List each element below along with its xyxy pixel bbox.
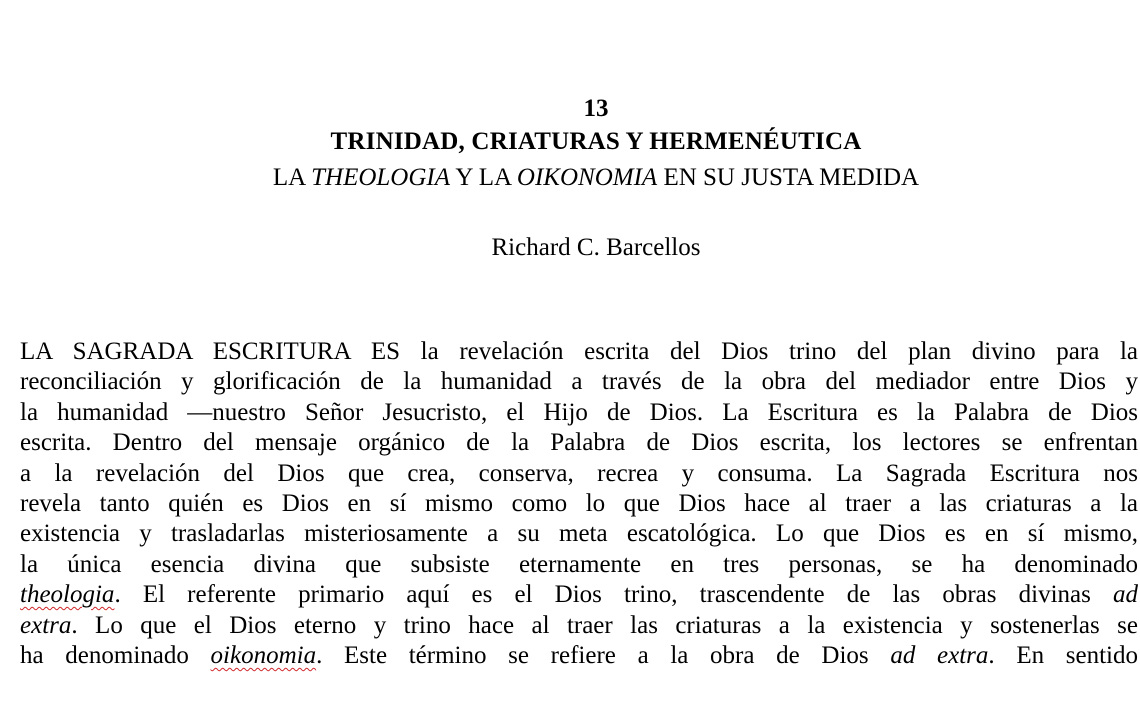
chapter-title: TRINIDAD, CRIATURAS Y HERMENÉUTICA xyxy=(330,128,862,155)
line-text: . Lo que el Dios eterno y trino hace al traer las criaturas a la existencia y sostenerlas se xyxy=(71,611,1138,639)
subtitle-text: LA xyxy=(272,164,312,191)
subtitle-italic: THEOLOGIA xyxy=(311,164,451,191)
paragraph-line: la humanidad —nuestro Señor Jesucristo, el Hijo de Dios. La Escritura es la Palabra de Dios xyxy=(20,398,1138,426)
paragraph-line: existencia y trasladarlas misteriosamente a su meta escatológica. Lo que Dios es en sí mismo, xyxy=(20,520,1138,548)
paragraph-line: escrita. Dentro del mensaje orgánico de la Palabra de Dios escrita, los lectores se enfrentan xyxy=(20,429,1138,457)
subtitle-text: EN SU JUSTA MEDIDA xyxy=(657,164,920,191)
italic-text: ad xyxy=(1113,581,1138,609)
line-text: . El referente primario aquí es el Dios trino, trascendente de las obras divinas xyxy=(114,581,1113,609)
paragraph-line: a la revelación del Dios que crea, conserva, recrea y consuma. La Sagrada Escritura nos xyxy=(20,459,1138,487)
paragraph-line xyxy=(20,580,1138,610)
paragraph-line xyxy=(20,611,1138,641)
body-paragraph xyxy=(20,337,1138,671)
line-text: . En sentido xyxy=(988,641,1138,669)
paragraph-line: reconciliación y glorificación de la humanidad a través de la obra del mediador entre Dios y xyxy=(20,368,1138,396)
author-name: Richard C. Barcellos xyxy=(491,234,701,261)
line-text: ha denominado xyxy=(20,641,211,669)
line-text: . Este término se refiere a la obra de Dios xyxy=(316,641,891,669)
italic-text: ad extra xyxy=(890,641,989,669)
chapter-number: 13 xyxy=(583,95,609,122)
spellcheck-word[interactable]: theologia xyxy=(20,581,115,609)
chapter-subtitle xyxy=(0,163,1140,193)
paragraph-line: la única esencia divina que subsiste eternamente en tres personas, se ha denominado xyxy=(20,550,1138,578)
subtitle-text: Y LA xyxy=(450,164,517,191)
paragraph-line xyxy=(20,641,1138,671)
spellcheck-word[interactable]: oikonomia xyxy=(210,641,317,669)
paragraph-line: revela tanto quién es Dios en sí mismo como lo que Dios hace al traer a las criaturas a la xyxy=(20,489,1138,517)
subtitle-italic: OIKONOMIA xyxy=(516,164,658,191)
paragraph-line: LA SAGRADA ESCRITURA ES la revelación escrita del Dios trino del plan divino para la xyxy=(20,338,1138,365)
italic-text: extra xyxy=(20,611,72,639)
